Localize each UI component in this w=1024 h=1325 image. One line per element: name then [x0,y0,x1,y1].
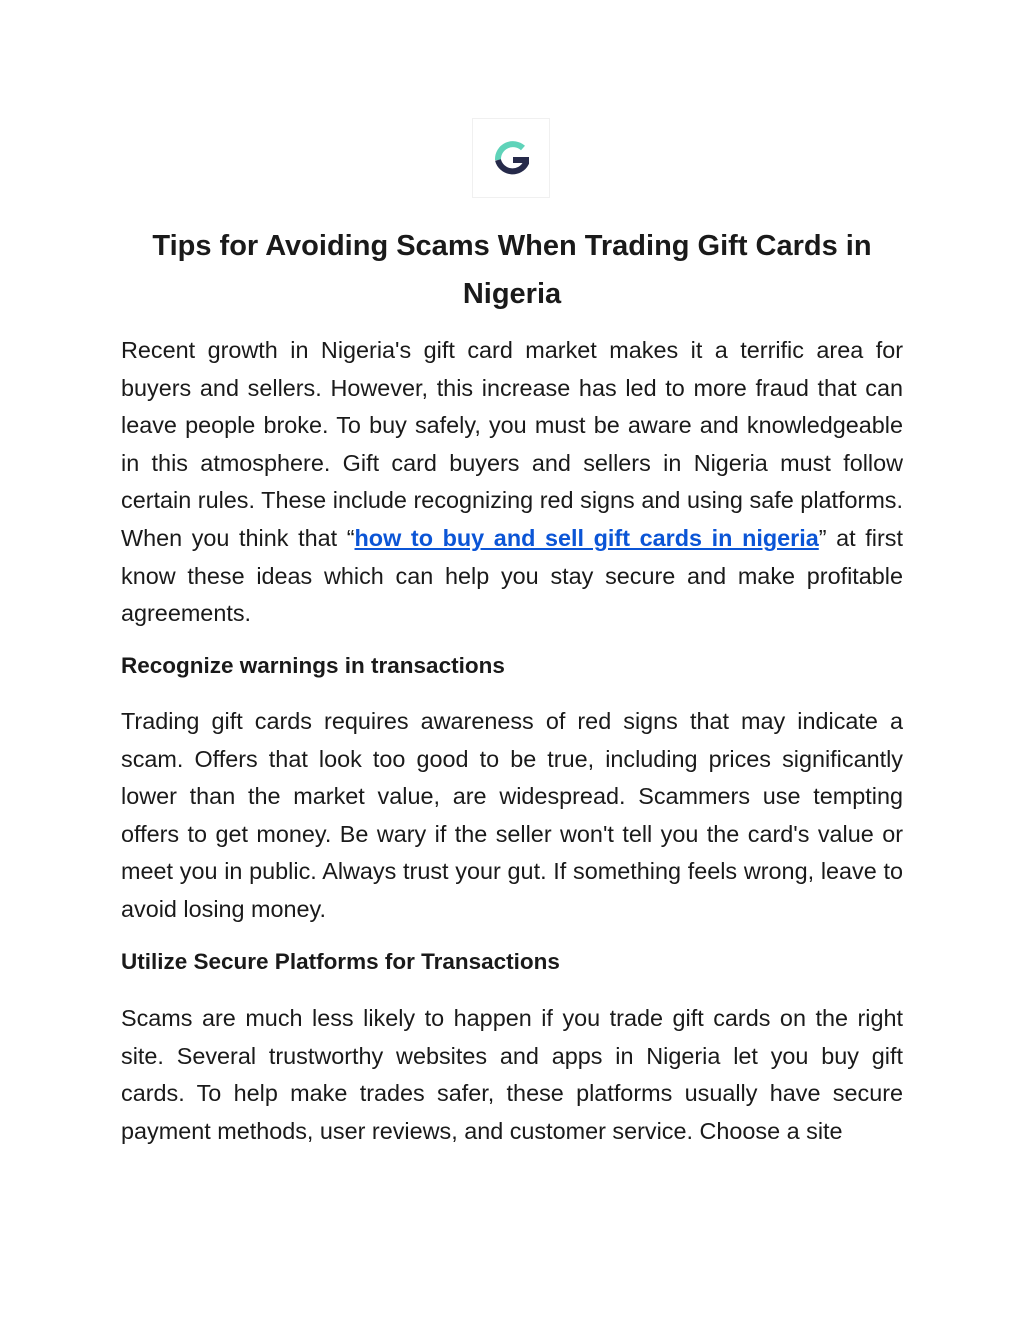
buy-sell-gift-cards-link[interactable]: how to buy and sell gift cards in nigeria [354,524,819,551]
section-body-warnings: Trading gift cards requires awareness of red signs that may indicate a scam. Offers that look too good to be true, including prices significantly lower than the market value, are widespread. Scammers use tempting offers to get money. Be wary if the seller won't tell you the card's value or meet you in public. Always trust your gut. If something feels wrong, leave to avoid losing money. [121,708,903,922]
intro-paragraph [121,332,903,633]
intro-text-before-link: Recent growth in Nigeria's gift card market makes it a terrific area for buyers and sellers. However, this increase has led to more fraud that can leave people broke. To buy safely, you must be aware and knowledgeable in this atmosphere. Gift card buyers and sellers in Nigeria must follow certain rules. These include recognizing red signs and using safe platforms. When you think that “ [121,337,903,551]
page-title: Tips for Avoiding Scams When Trading Gift Cards in Nigeria [152,230,872,310]
g-logo-icon [492,139,532,179]
section-heading-platforms: Utilize Secure Platforms for Transactions [121,949,560,974]
intro-text-after-link: ” at first know these ideas which can help you stay secure and make profitable agreements. [121,524,903,627]
section-heading-warnings: Recognize warnings in transactions [121,653,505,678]
section-body-platforms: Scams are much less likely to happen if you trade gift cards on the right site. Several trustworthy websites and apps in Nigeria let you buy gift cards. To help make trades safer, these platforms usually have secure payment methods, user reviews, and customer service. Choose a site [121,1005,903,1144]
logo [472,118,550,198]
